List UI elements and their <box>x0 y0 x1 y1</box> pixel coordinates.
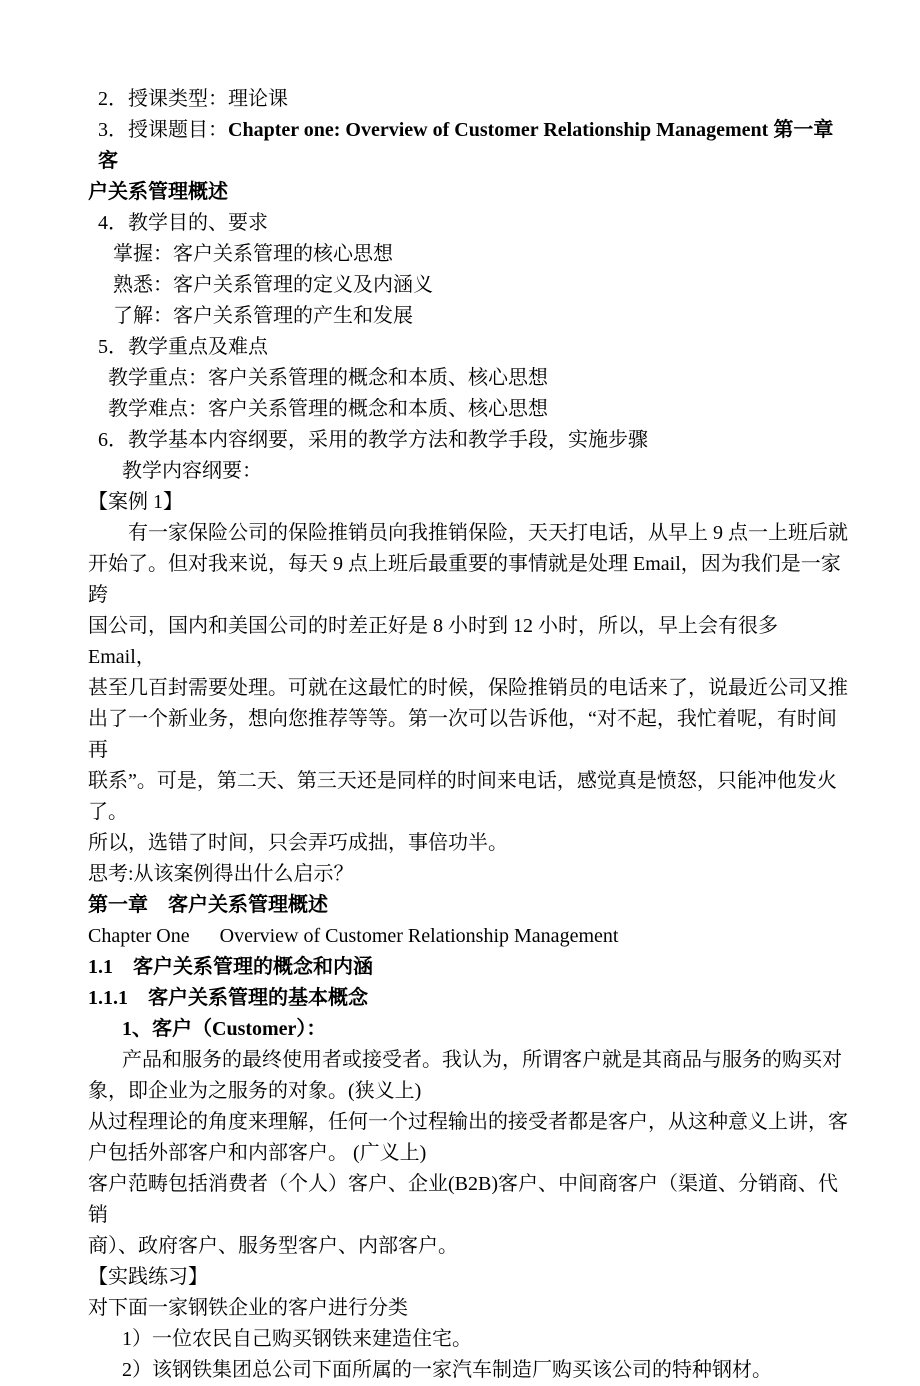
line-content-outline-label: 教学内容纲要： <box>122 460 262 482</box>
line-content-outline-heading: 6．教学基本内容纲要，采用的教学方法和教学手段，实施步骤 <box>98 429 648 451</box>
line-case1-question: 思考:从该案例得出什么启示？ <box>88 863 354 885</box>
heading-chapter1-cn: 第一章 客户关系管理概述 <box>88 894 328 916</box>
line-practice-item-2: 2）该钢铁集团总公司下面所属的一家汽车制造厂购买该公司的特种钢材。 <box>122 1359 772 1381</box>
heading-section-1-1-1: 1.1.1 客户关系管理的基本概念 <box>88 987 368 1009</box>
heading-chapter1-en: Chapter One Overview of Customer Relationship Management <box>88 925 619 947</box>
line-customer-definition-3: 从过程理论的角度来理解，任何一个过程输出的接受者都是客户，从这种意义上讲，客 <box>88 1111 848 1133</box>
line-lecture-topic <box>88 115 854 177</box>
line-practice-intro: 对下面一家钢铁企业的客户进行分类 <box>88 1297 408 1319</box>
line-case1-text-1: 有一家保险公司的保险推销员向我推销保险，天天打电话，从早上 9 点一上班后就 <box>128 522 848 544</box>
line-customer-term-heading: 1、客户（Customer）： <box>122 1018 327 1040</box>
line-practice-item-1: 1）一位农民自己购买钢铁来建造住宅。 <box>122 1328 472 1350</box>
line-teaching-objectives-heading: 4．教学目的、要求 <box>98 212 268 234</box>
line-lecture-type: 2．授课类型：理论课 <box>98 88 288 110</box>
line-teaching-difficult-point: 教学难点：客户关系管理的概念和本质、核心思想 <box>108 398 548 420</box>
line-case1-text-6: 联系”。可是，第二天、第三天还是同样的时间来电话，感觉真是愤怒，只能冲他发火了。 <box>88 770 837 823</box>
lecture-topic-title: Chapter one: Overview of Customer Relationship Management 第一章 客 <box>98 119 854 172</box>
line-lecture-topic-continuation: 户关系管理概述 <box>88 181 228 203</box>
line-teaching-key-point: 教学重点：客户关系管理的概念和本质、核心思想 <box>108 367 548 389</box>
lecture-topic-label: 3．授课题目： <box>98 119 228 141</box>
line-customer-definition-4: 户包括外部客户和内部客户。 (广义上) <box>88 1142 427 1164</box>
line-customer-definition-1: 产品和服务的最终使用者或接受者。我认为，所谓客户就是其商品与服务的购买对 <box>122 1049 842 1071</box>
heading-section-1-1: 1.1 客户关系管理的概念和内涵 <box>88 956 373 978</box>
line-customer-definition-2: 象，即企业为之服务的对象。(狭义上) <box>88 1080 422 1102</box>
line-case1-text-3: 国公司，国内和美国公司的时差正好是 8 小时到 12 小时，所以，早上会有很多 Email， <box>88 615 783 668</box>
line-customer-scope-2: 商）、政府客户、服务型客户、内部客户。 <box>88 1235 458 1257</box>
line-objective-master: 掌握：客户关系管理的核心思想 <box>113 243 393 265</box>
line-key-points-heading: 5．教学重点及难点 <box>98 336 268 358</box>
line-case1-text-7: 所以，选错了时间，只会弄巧成拙，事倍功半。 <box>88 832 508 854</box>
line-case1-text-5: 出了一个新业务，想向您推荐等等。第一次可以告诉他，“对不起，我忙着呢，有时间再 <box>88 708 837 761</box>
line-practice-heading: 【实践练习】 <box>88 1266 208 1288</box>
line-objective-understand: 了解：客户关系管理的产生和发展 <box>113 305 413 327</box>
line-objective-familiar: 熟悉：客户关系管理的定义及内涵义 <box>113 274 433 296</box>
line-case1-text-4: 甚至几百封需要处理。可就在这最忙的时候，保险推销员的电话来了，说最近公司又推 <box>88 677 848 699</box>
line-case1-text-2: 开始了。但对我来说，每天 9 点上班后最重要的事情就是处理 Email，因为我们是一家跨 <box>88 553 841 606</box>
line-case1-heading: 【案例 1】 <box>88 491 183 513</box>
line-customer-scope-1: 客户范畴包括消费者（个人）客户、企业(B2B)客户、中间商客户（渠道、分销商、代销 <box>88 1173 838 1226</box>
